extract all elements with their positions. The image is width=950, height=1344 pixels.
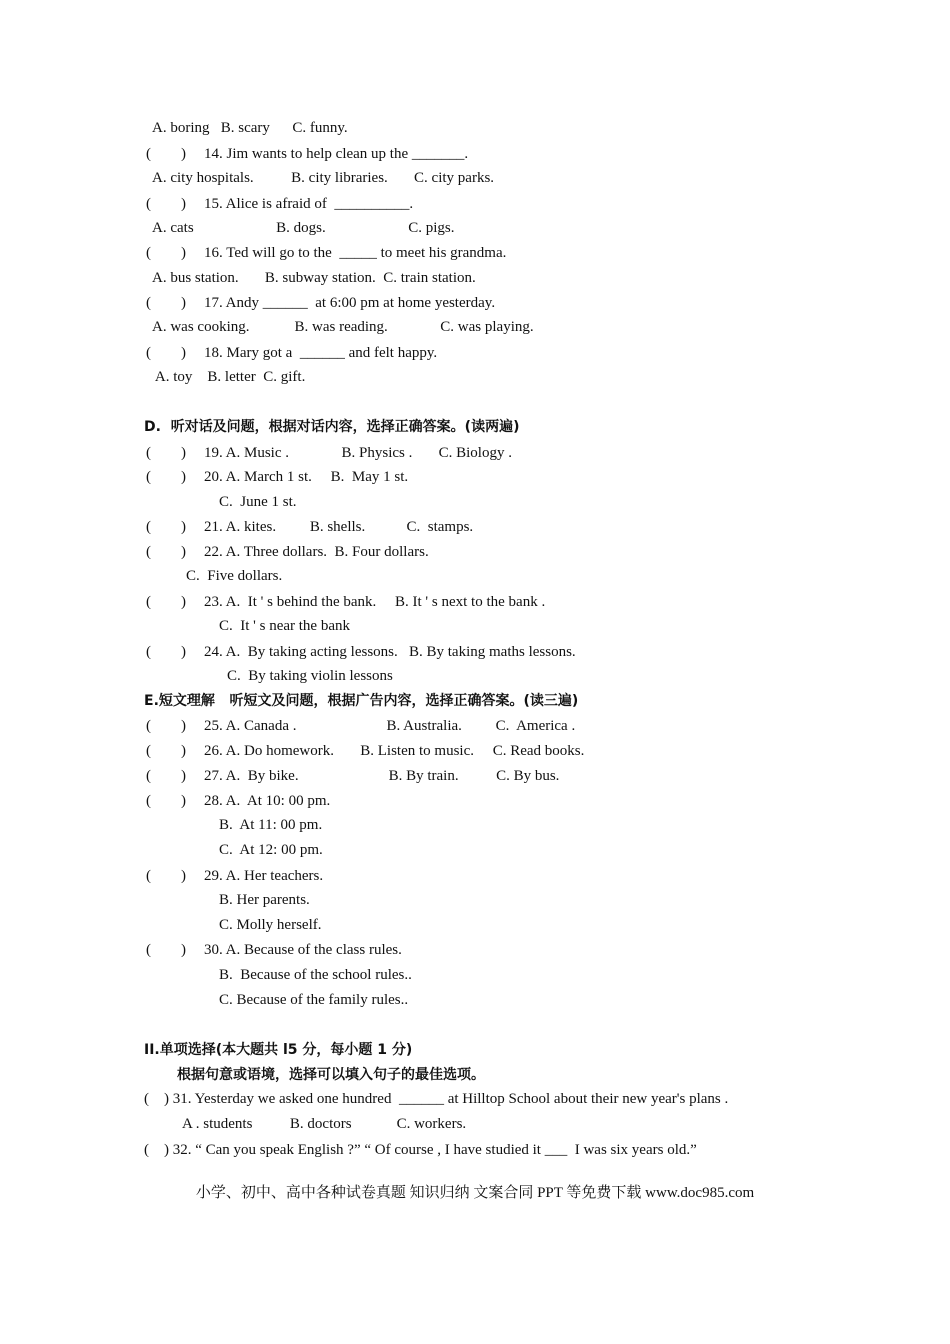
answer-blank: ( ) (146, 295, 186, 311)
answer-blank: ( ) (146, 146, 186, 162)
question-24-option-c: C. By taking violin lessons (227, 668, 393, 684)
question-17-options: A. was cooking. B. was reading. C. was playing. (152, 319, 534, 335)
q13-options: A. boring B. scary C. funny. (152, 120, 348, 136)
question-28-option-c: C. At 12: 00 pm. (219, 842, 323, 858)
question-18: ( ) 18. Mary got a ______ and felt happy. (146, 345, 438, 361)
question-14-options: A. city hospitals. B. city libraries. C. city parks. (152, 170, 495, 186)
question-29-option-c: C. Molly herself. (219, 917, 322, 933)
section-ii-instruction: 根据句意或语境，选择可以填入句子的最佳选项。 (177, 1067, 485, 1083)
question-19: ( ) 19. A. Music . B. Physics . C. Biology . (146, 445, 512, 461)
question-22-option-c: C. Five dollars. (186, 568, 283, 584)
answer-blank: ( ) (146, 345, 186, 361)
answer-blank: ( ) (146, 196, 186, 212)
question-30-option-b: B. Because of the school rules.. (219, 967, 412, 983)
question-29: ( ) 29. A. Her teachers. (146, 868, 324, 884)
question-31-options: A . students B. doctors C. workers. (182, 1116, 467, 1132)
section-ii-title: II.单项选择(本大题共 l5 分，每小题 1 分) (144, 1042, 413, 1058)
question-24: ( ) 24. A. By taking acting lessons. B. By taking maths lessons. (146, 644, 576, 660)
question-31: ( ) 31. Yesterday we asked one hundred ______ at Hilltop School about their new year's plans . (144, 1091, 729, 1107)
question-25: ( ) 25. A. Canada . B. Australia. C. America . (146, 718, 576, 734)
question-20-option-c: C. June 1 st. (219, 494, 297, 510)
section-d-title: D. 听对话及问题，根据对话内容，选择正确答案。(读两遍) (144, 419, 520, 435)
question-14: ( ) 14. Jim wants to help clean up the _______. (146, 146, 469, 162)
question-17: ( ) 17. Andy ______ at 6:00 pm at home yesterday. (146, 295, 496, 311)
question-32: ( ) 32. “ Can you speak English ?” “ Of course , I have studied it ___ I was six years old.” (144, 1142, 697, 1158)
question-28-option-b: B. At 11: 00 pm. (219, 817, 323, 833)
question-23-option-c: C. It ' s near the bank (219, 618, 351, 634)
question-23: ( ) 23. A. It ' s behind the bank. B. It ' s next to the bank . (146, 594, 546, 610)
answer-blank: ( ) (146, 245, 186, 261)
question-16-options: A. bus station. B. subway station. C. train station. (152, 270, 476, 286)
question-30: ( ) 30. A. Because of the class rules. (146, 942, 402, 958)
question-26: ( ) 26. A. Do homework. B. Listen to music. C. Read books. (146, 743, 585, 759)
question-20: ( ) 20. A. March 1 st. B. May 1 st. (146, 469, 409, 485)
question-28: ( ) 28. A. At 10: 00 pm. (146, 793, 331, 809)
question-27: ( ) 27. A. By bike. B. By train. C. By bus. (146, 768, 560, 784)
question-15: ( ) 15. Alice is afraid of __________. (146, 196, 414, 212)
question-21: ( ) 21. A. kites. B. shells. C. stamps. (146, 519, 474, 535)
footer-watermark: 小学、初中、高中各种试卷真题 知识归纳 文案合同 PPT 等免费下载 www.doc985.com (195, 1185, 755, 1201)
question-15-options: A. cats B. dogs. C. pigs. (152, 220, 455, 236)
question-30-option-c: C. Because of the family rules.. (219, 992, 409, 1008)
question-29-option-b: B. Her parents. (219, 892, 310, 908)
section-e-title: E.短文理解 听短文及问题，根据广告内容，选择正确答案。(读三遍) (144, 693, 579, 709)
question-22: ( ) 22. A. Three dollars. B. Four dollars. (146, 544, 429, 560)
question-18-options: A. toy B. letter C. gift. (152, 369, 306, 385)
question-16: ( ) 16. Ted will go to the _____ to meet his grandma. (146, 245, 507, 261)
